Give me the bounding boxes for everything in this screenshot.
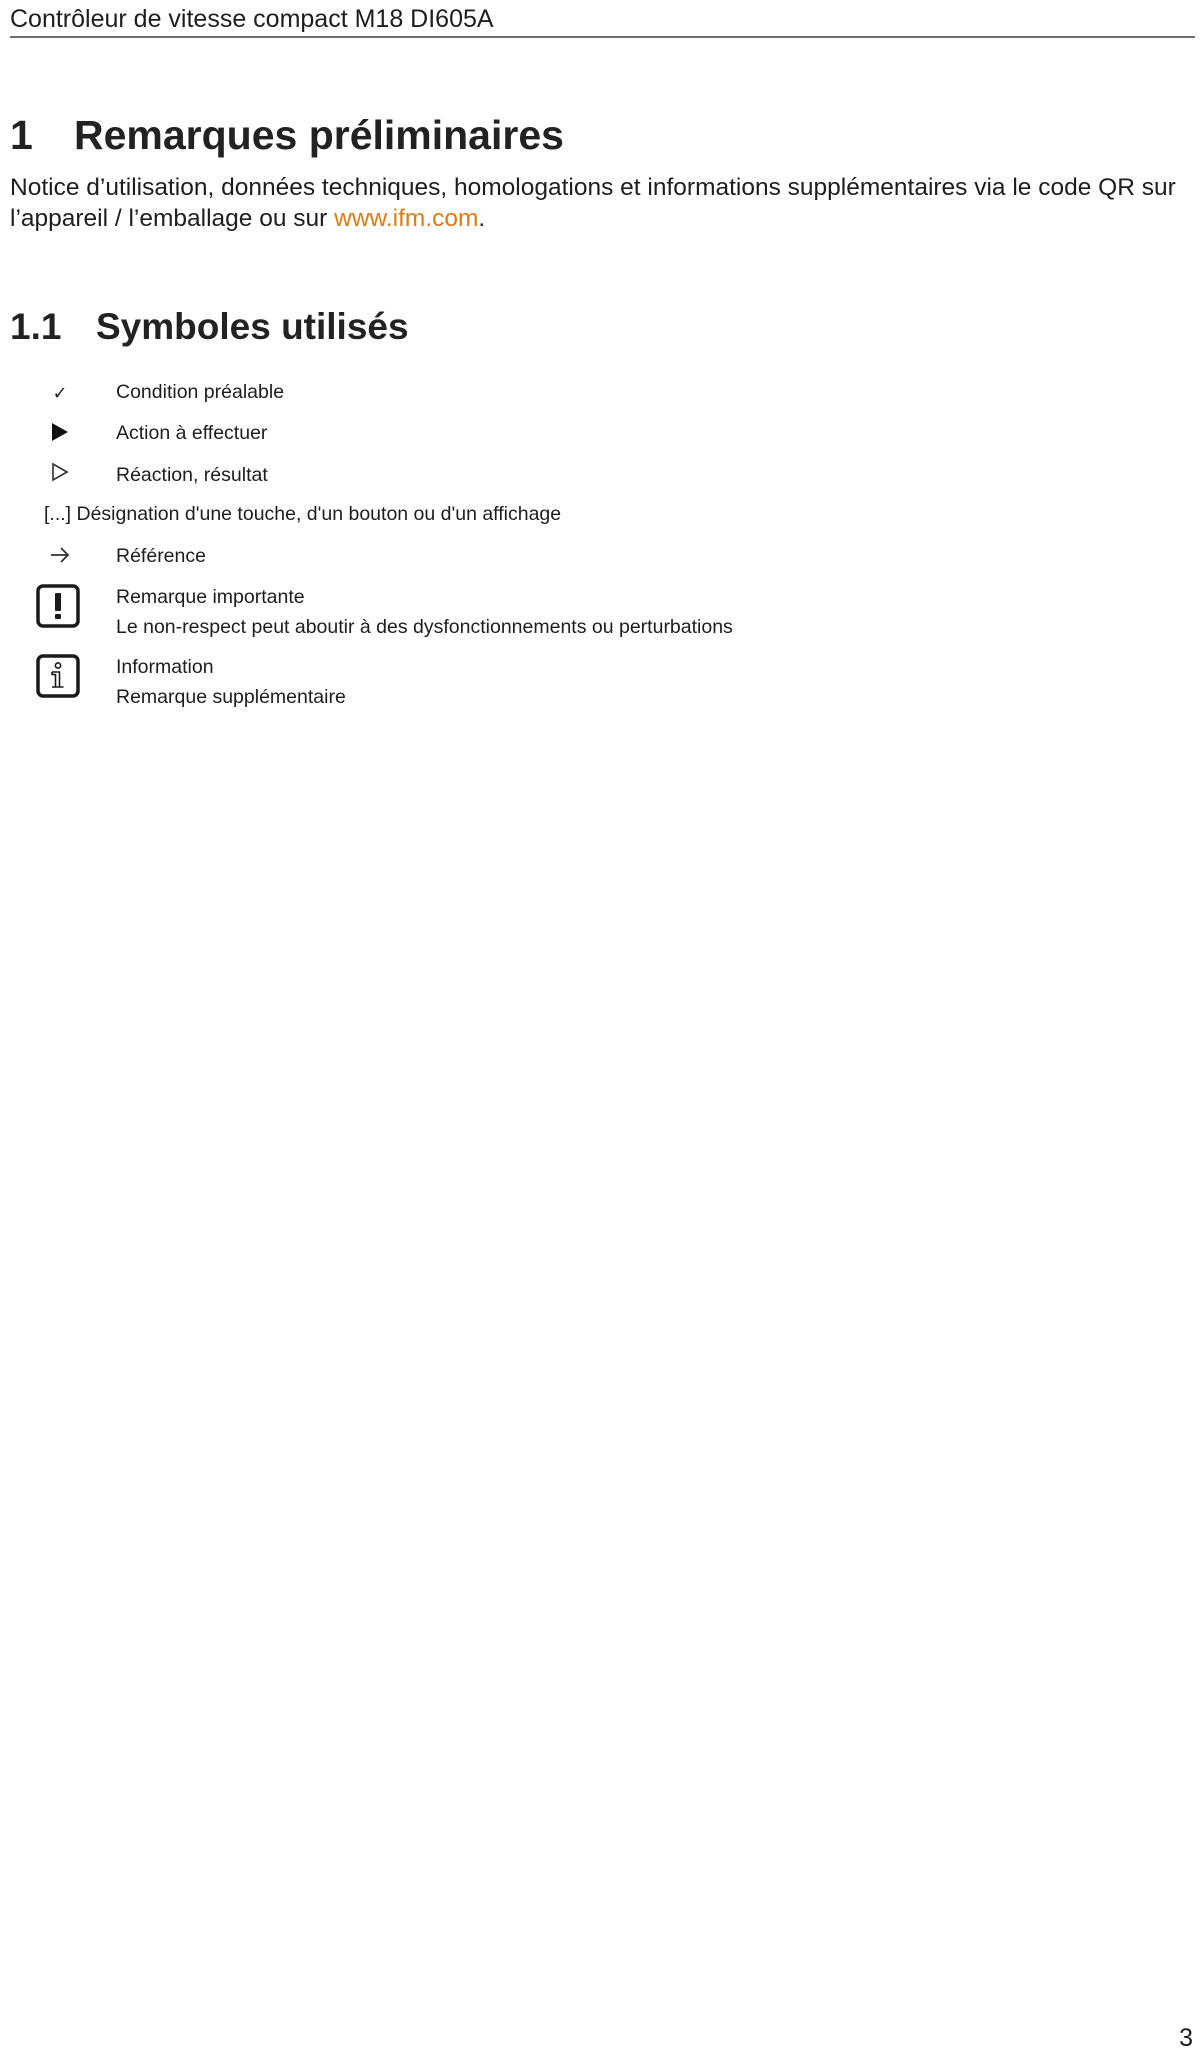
info-box-icon (36, 654, 80, 698)
page-header (10, 6, 1195, 38)
section-1-1-heading (10, 304, 409, 350)
outline-triangle-icon (42, 460, 78, 489)
symbol-description-important: Le non-respect peut aboutir à des dysfonctionnements ou perturbations (116, 616, 733, 638)
section-1-title: Remarques préliminaires (74, 112, 564, 158)
section-1-number: 1 (10, 112, 33, 158)
symbol-label-action: Action à effectuer (116, 422, 268, 444)
section-1-1-title: Symboles utilisés (96, 306, 409, 347)
section-1-heading (10, 110, 564, 160)
document-title: Contrôleur de vitesse compact M18 DI605A (10, 5, 494, 33)
intro-text: Notice d’utilisation, données techniques, homologations et informations supplémentaires via le code QR sur l’appareil / l’emballage ou sur (10, 174, 1176, 232)
symbol-label-important: Remarque importante (116, 586, 305, 608)
filled-triangle-icon (42, 418, 78, 449)
arrow-right-icon (42, 541, 78, 572)
symbol-label-designation: [...] Désignation d'une touche, d'un bouton ou d'un affichage (44, 503, 562, 525)
intro-end: . (478, 205, 486, 232)
symbol-description-information: Remarque supplémentaire (116, 686, 346, 708)
ifm-website-link[interactable]: www.ifm.com (334, 205, 479, 232)
symbol-label-prerequisite: Condition préalable (116, 381, 285, 403)
symbol-label-reaction: Réaction, résultat (116, 464, 268, 486)
symbol-label-reference: Référence (116, 545, 206, 567)
page-number: 3 (1179, 2024, 1193, 2052)
section-1-1-number: 1.1 (10, 306, 62, 347)
exclamation-box-icon (36, 584, 80, 628)
checkmark-icon: ✓ (52, 383, 68, 403)
symbol-label-information: Information (116, 656, 214, 678)
intro-paragraph (10, 172, 1190, 234)
